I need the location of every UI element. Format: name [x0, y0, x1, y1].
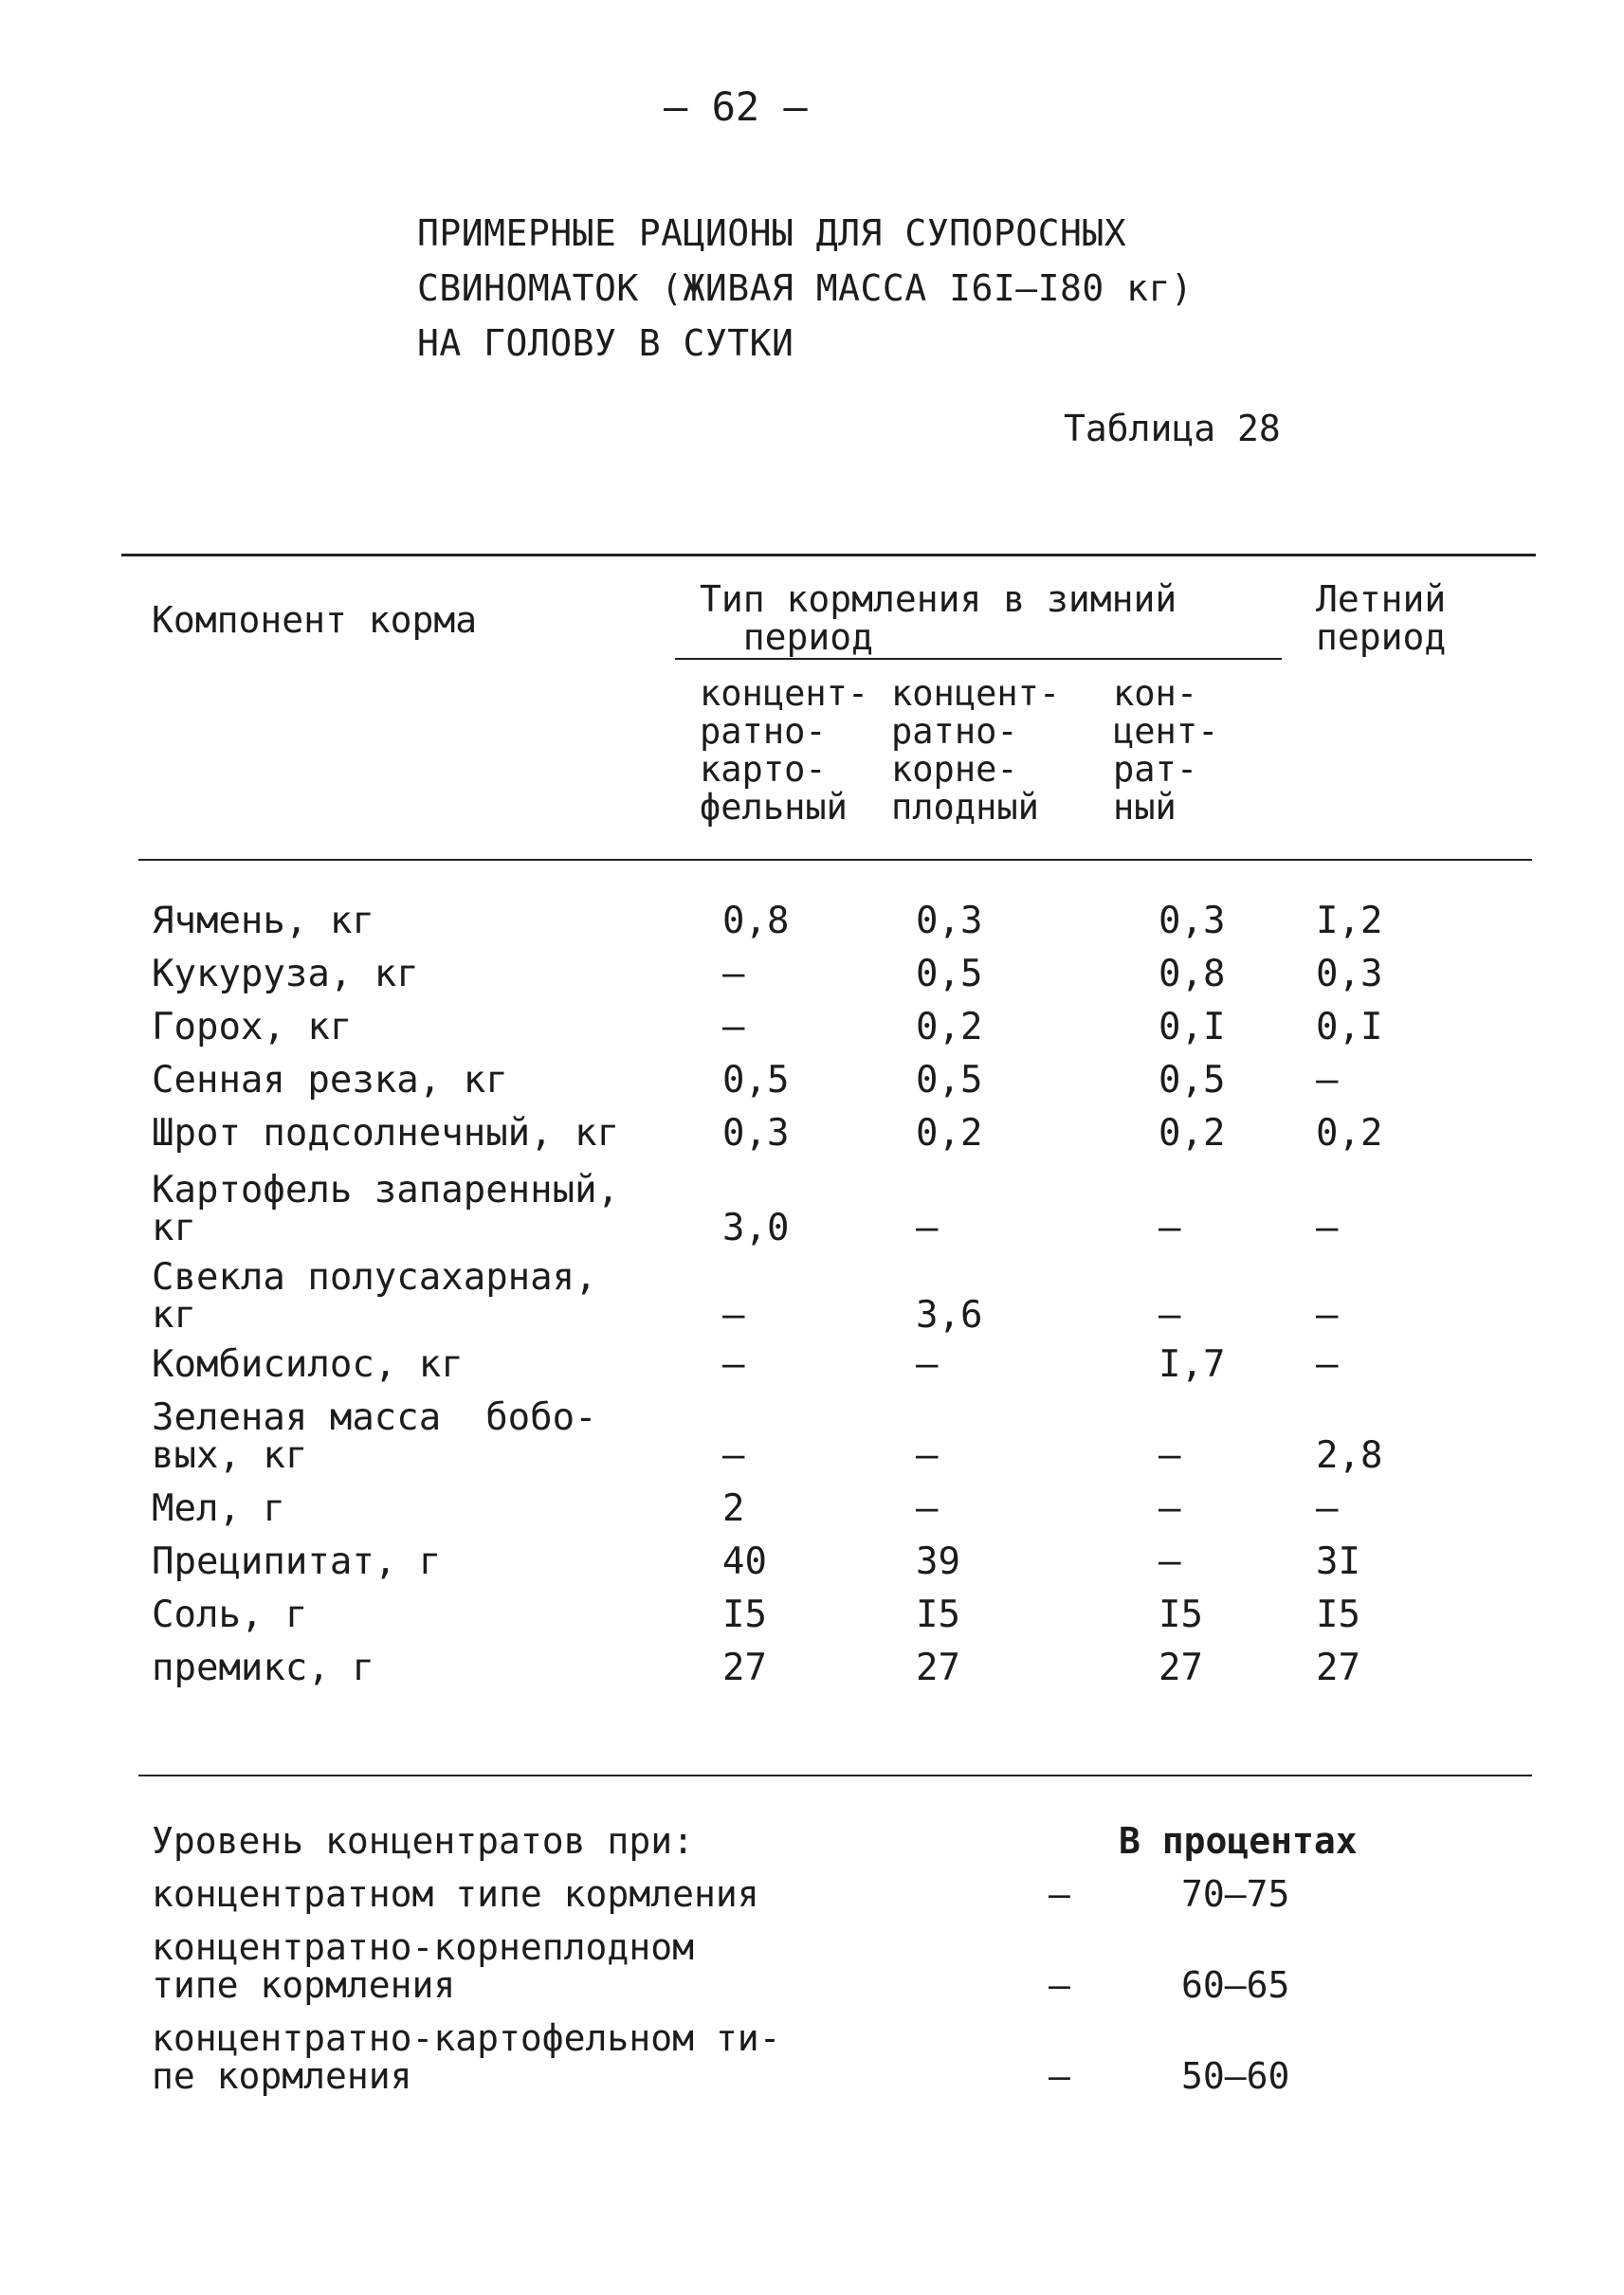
row-value: – [1159, 1207, 1181, 1249]
row-value: 0,I [1159, 1006, 1226, 1048]
column-header-winter: Тип кормления в зимний период [700, 578, 1177, 658]
row-value: – [916, 1207, 939, 1249]
row-value: 0,5 [916, 953, 983, 995]
row-value: 39 [916, 1540, 960, 1583]
row-value: 0,2 [916, 1112, 983, 1155]
subheader-potato: концент- ратно- карто- фельный [700, 673, 869, 828]
row-value: 27 [1316, 1647, 1360, 1689]
row-value: – [1159, 1434, 1181, 1477]
row-label: премикс, г [152, 1647, 374, 1689]
header-bottom-rule [138, 859, 1532, 861]
row-label: Зеленая масса бобо- вых, кг [152, 1396, 597, 1477]
concentrates-item-label: концентратно-корнеплодном типе кормления [152, 1926, 694, 2006]
subheader-root: концент- ратно- корне- плодный [891, 673, 1061, 828]
concentrates-heading: Уровень концентратов при: [152, 1820, 694, 1862]
row-value: I5 [916, 1594, 960, 1636]
row-label: Картофель запаренный, кг [152, 1169, 620, 1249]
row-value: 27 [916, 1647, 960, 1689]
concentrates-item-label: концентратно-картофельном ти- пе кормления [152, 2017, 781, 2097]
row-value: – [1159, 1540, 1181, 1583]
title-line-1: ПРИМЕРНЫЕ РАЦИОНЫ ДЛЯ СУПОРОСНЫХ [417, 212, 1127, 254]
concentrates-item-dash: – [1049, 2055, 1070, 2097]
row-value: – [722, 953, 745, 995]
row-value: 3,0 [722, 1207, 790, 1249]
row-value: 2,8 [1316, 1434, 1383, 1477]
row-label: Ячмень, кг [152, 900, 374, 942]
row-value: – [916, 1487, 939, 1530]
row-value: 27 [1159, 1647, 1203, 1689]
title-line-2: СВИНОМАТОК (ЖИВАЯ МАССА I6I–I80 кг) [417, 267, 1194, 309]
table-top-rule [121, 554, 1536, 556]
row-value: 0,3 [1316, 953, 1383, 995]
row-value: 40 [722, 1540, 767, 1583]
page-number: – 62 – [664, 83, 808, 130]
concentrates-item-value: 60–65 [1181, 1964, 1290, 2006]
row-value: – [1316, 1207, 1339, 1249]
row-value: – [1316, 1294, 1339, 1337]
row-value: 0,3 [1159, 900, 1226, 942]
row-label: Мел, г [152, 1487, 285, 1530]
row-value: I5 [1159, 1594, 1203, 1636]
row-label: Сенная резка, кг [152, 1059, 508, 1102]
row-value: 0,2 [916, 1006, 983, 1048]
column-header-component: Компонент корма [152, 599, 478, 641]
concentrates-item-dash: – [1049, 1873, 1070, 1915]
row-value: 3,6 [916, 1294, 983, 1337]
row-value: 0,2 [1159, 1112, 1226, 1155]
row-value: 0,I [1316, 1006, 1383, 1048]
row-label: Свекла полусахарная, кг [152, 1256, 597, 1337]
row-value: 0,5 [916, 1059, 983, 1102]
concentrates-unit: В процентах [1119, 1820, 1358, 1862]
row-value: I,7 [1159, 1343, 1226, 1386]
row-value: 0,3 [722, 1112, 790, 1155]
row-label: Соль, г [152, 1594, 308, 1636]
row-value: I5 [1316, 1594, 1360, 1636]
row-label: Комбисилос, кг [152, 1343, 464, 1386]
row-value: – [1316, 1343, 1339, 1386]
row-value: 0,3 [916, 900, 983, 942]
row-value: – [916, 1434, 939, 1477]
concentrates-item-label: концентратном типе кормления [152, 1873, 759, 1915]
row-label: Горох, кг [152, 1006, 353, 1048]
row-value: – [916, 1343, 939, 1386]
row-value: 2 [722, 1487, 745, 1530]
row-value: 0,5 [1159, 1059, 1226, 1102]
row-value: – [722, 1343, 745, 1386]
row-value: 0,5 [722, 1059, 790, 1102]
concentrates-item-value: 70–75 [1181, 1873, 1290, 1915]
row-value: – [722, 1006, 745, 1048]
row-value: I,2 [1316, 900, 1383, 942]
row-value: 3I [1316, 1540, 1360, 1583]
winter-group-rule [675, 658, 1282, 660]
row-value: – [1159, 1487, 1181, 1530]
row-label: Кукуруза, кг [152, 953, 419, 995]
row-label: Шрот подсолнечный, кг [152, 1112, 620, 1155]
row-value: – [1316, 1487, 1339, 1530]
row-label: Преципитат, г [152, 1540, 442, 1583]
row-value: 0,2 [1316, 1112, 1383, 1155]
concentrates-item-value: 50–60 [1181, 2055, 1290, 2097]
row-value: 27 [722, 1647, 767, 1689]
row-value: 0,8 [722, 900, 790, 942]
concentrates-item-dash: – [1049, 1964, 1070, 2006]
title-line-3: НА ГОЛОВУ В СУТКИ [417, 322, 794, 364]
table-label: Таблица 28 [1064, 408, 1281, 449]
row-value: – [1159, 1294, 1181, 1337]
column-header-summer: Летний период [1316, 578, 1447, 658]
row-value: – [1316, 1059, 1339, 1102]
row-value: 0,8 [1159, 953, 1226, 995]
row-value: – [722, 1294, 745, 1337]
row-value: I5 [722, 1594, 767, 1636]
row-value: – [722, 1434, 745, 1477]
subheader-concentrate: кон- цент- рат- ный [1113, 673, 1219, 828]
table-bottom-rule [138, 1775, 1532, 1776]
